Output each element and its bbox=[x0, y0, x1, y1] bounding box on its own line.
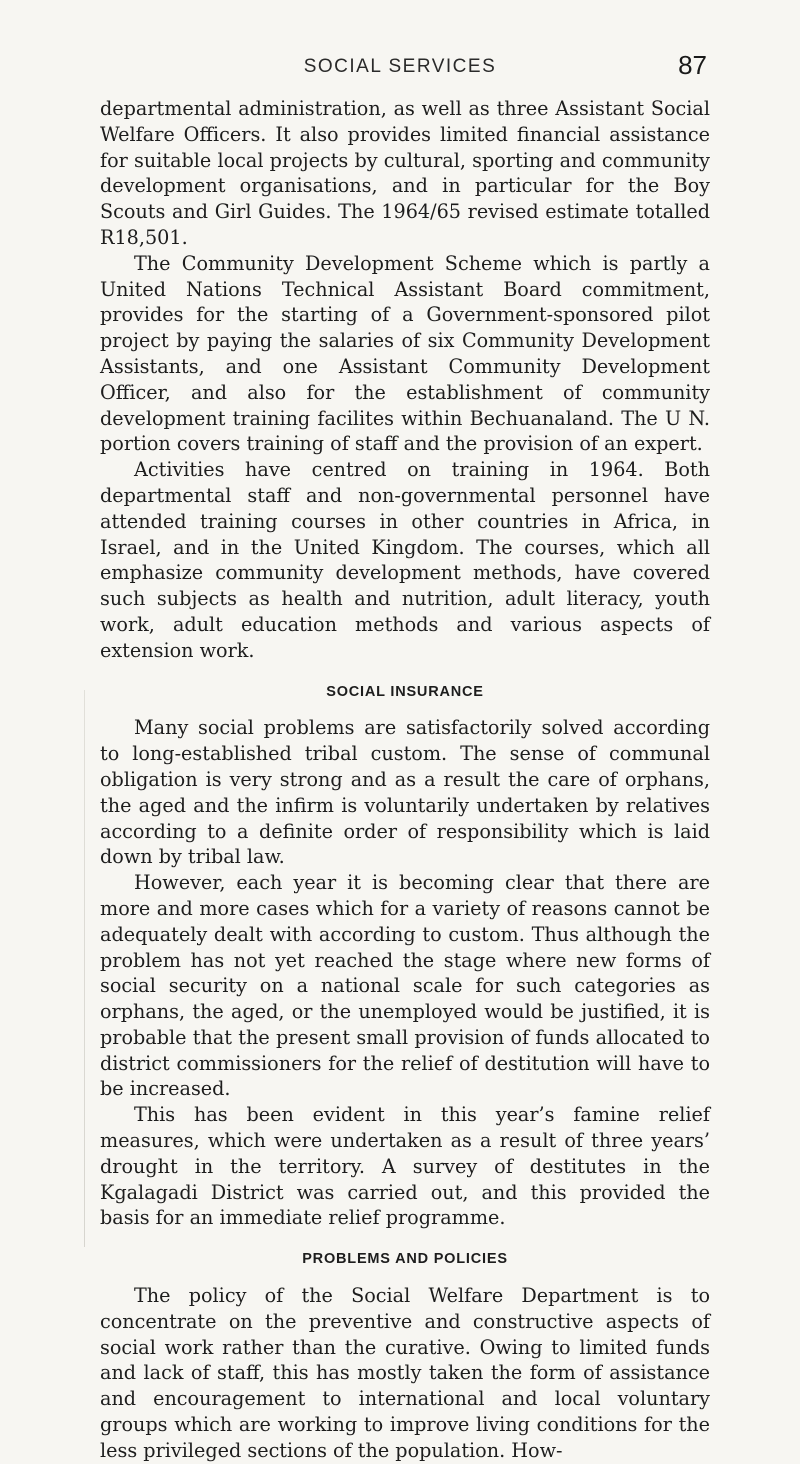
margin-rule bbox=[84, 690, 85, 1247]
page-header bbox=[93, 50, 707, 84]
paragraph-famine-relief: This has been evident in this year’s famine relief measures, which were undertaken as a result of three years’ drought in the territory. A survey of destitutes in the Kgalagadi District was carried out, and this provided the basis for an immediate relief programme. bbox=[100, 1103, 710, 1230]
body-text bbox=[100, 96, 710, 1464]
paragraph-training-activities: Activities have centred on training in 1964. Both departmental staff and non-governmental personnel have attended training courses in other countries in Africa, in Israel, and in the United Kingdom. The courses, which all emphasize community development methods, have covered such subjects as health and nutrition, adult literacy, youth work, adult education methods and various aspects of extension work. bbox=[100, 458, 710, 662]
page-number: 87 bbox=[678, 50, 707, 80]
paragraph-tribal-custom: Many social problems are satisfactorily solved according to long-established tribal custom. The sense of communal obligation is very strong and as a result the care of orphans, the aged and the infirm is voluntarily undertaken by relatives according to a definite order of responsibility which is laid down by tribal law. bbox=[100, 716, 710, 869]
paragraph-social-security: However, each year it is becoming clear that there are more and more cases which for a variety of reasons cannot be adequately dealt with according to custom. Thus although the problem has not yet reached the stage where new forms of social security on a national scale for such categories as orphans, the aged, or the unemployed would be justified, it is probable that the present small provision of funds allocated to district commissioners for the relief of destitution will have to be increased. bbox=[100, 871, 710, 1101]
running-head: SOCIAL SERVICES bbox=[303, 56, 497, 77]
paragraph-department-policy: The policy of the Social Welfare Department is to concentrate on the preventive and constructive aspects of social work rather than the curative. Owing to limited funds and lack of staff, this has mostly taken the form of assistance and encouragement to international and local voluntary groups which are working to improve living conditions for the less privileged sections of the population. How- bbox=[100, 1284, 710, 1462]
section-heading-social-insurance: SOCIAL INSURANCE bbox=[326, 683, 484, 700]
paragraph-community-development: The Community Development Scheme which is partly a United Nations Technical Assistant Board commitment, provides for the starting of a Government-sponsored pilot project by paying the salaries of six Community Development Assistants, and one Assistant Community Development Officer, and also for the establishment of community development training facilites within Bechuanaland. The U N. portion covers training of staff and the provision of an expert. bbox=[100, 251, 710, 456]
section-heading-problems-policies: PROBLEMS AND POLICIES bbox=[302, 1251, 508, 1268]
paragraph-continuation: departmental administration, as well as three Assistant Social Welfare Officers. It also provides limited financial assistance for suitable local projects by cultural, sporting and community development organisations, and in particular for the Boy Scouts and Girl Guides. The 1964/65 revised estimate totalled R18,501. bbox=[100, 97, 710, 249]
